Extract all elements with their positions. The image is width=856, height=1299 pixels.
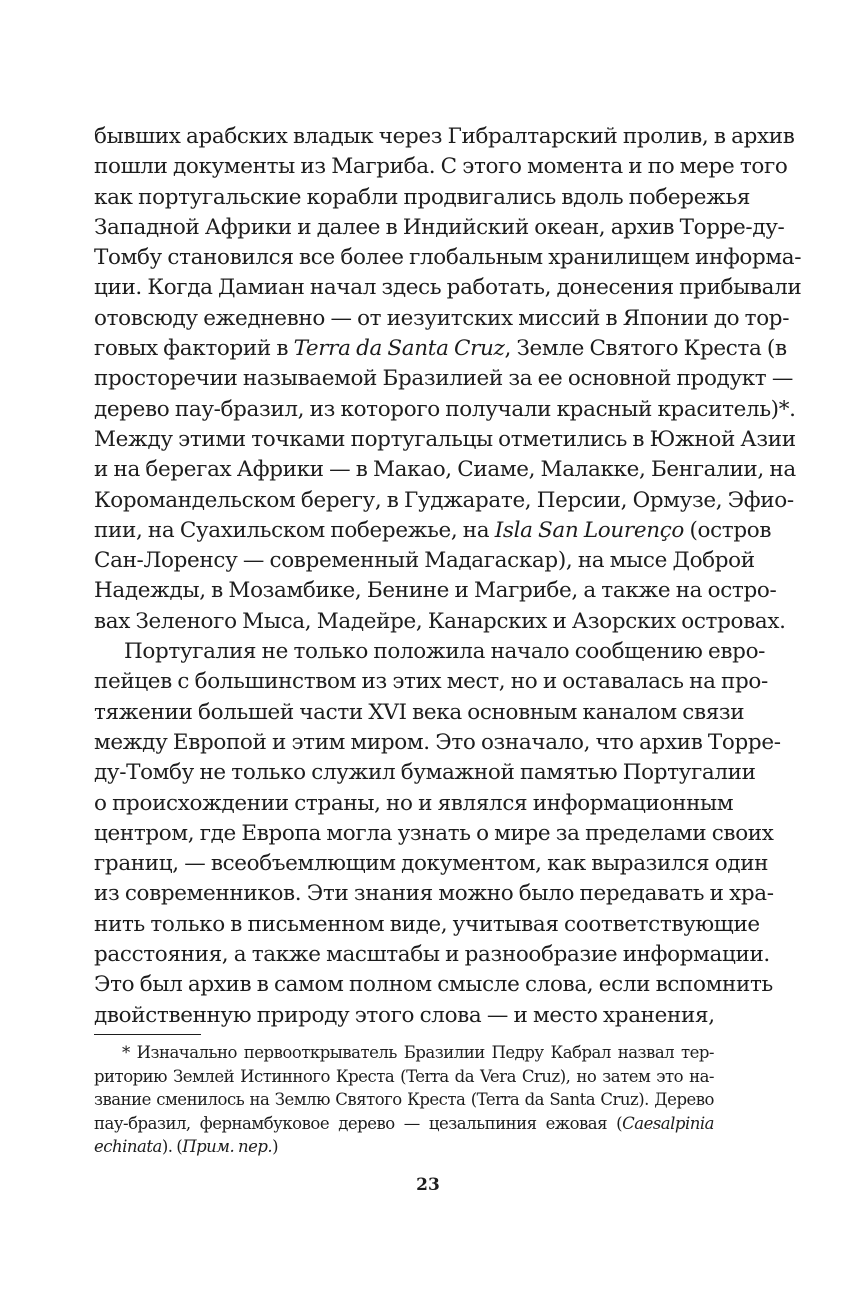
text-fragment: ). ( xyxy=(161,1137,183,1156)
text-line: центром, где Европа могла узнать о мире за пределами своих xyxy=(94,820,774,846)
text-line: и на берегах Африки — в Макао, Сиаме, Малакке, Бенгалии, на xyxy=(94,457,796,483)
text-line: Между этими точками португальцы отметились в Южной Азии xyxy=(94,426,796,452)
text-line: ду-Томбу не только служил бумажной памятью Португалии xyxy=(94,760,756,786)
paragraph-first-line: Португалия не только положила начало сообщению евро- xyxy=(124,639,766,665)
text-line xyxy=(94,334,787,364)
text-line: Сан-Лоренсу — современный Мадагаскар), на мысе Доброй xyxy=(94,548,755,574)
text-line: Коромандельском берегу, в Гуджарате, Персии, Ормузе, Эфио- xyxy=(94,487,794,513)
text-line: двойственную природу этого слова — и место хранения, xyxy=(94,1002,715,1028)
footnote-line: звание сменилось на Землю Святого Креста (Terra da Santa Cruz). Дерево xyxy=(94,1090,714,1109)
italic-term: Caesalpinia xyxy=(622,1113,714,1133)
text-fragment: пии, на Суахильском побережье, на xyxy=(94,517,495,543)
footnote xyxy=(94,1041,714,1159)
text-line: из современников. Эти знания можно было передавать и хра- xyxy=(94,881,774,907)
footnote-line: * Изначально первооткрыватель Бразилии Педру Кабрал назвал тер- xyxy=(122,1043,714,1062)
text-line: о происхождении страны, но и являлся информационным xyxy=(94,790,734,816)
main-text xyxy=(94,122,802,1031)
text-fragment: говых факторий в xyxy=(94,336,294,362)
footnote-line xyxy=(94,1112,714,1136)
italic-term: Isla San Lourenço xyxy=(494,517,684,543)
text-line: Западной Африки и далее в Индийский океан, архив Торре-ду- xyxy=(94,214,785,240)
text-line: как португальские корабли продвигались вдоль побережья xyxy=(94,184,751,210)
text-line: ции. Когда Дамиан начал здесь работать, донесения прибывали xyxy=(94,275,802,301)
text-line xyxy=(94,516,772,546)
footnote-line xyxy=(94,1135,714,1159)
text-line: расстояния, а также масштабы и разнообразие информации. xyxy=(94,942,770,968)
footnote-divider xyxy=(94,1034,201,1035)
text-fragment: (остров xyxy=(684,517,772,543)
text-line: пейцев с большинством из этих мест, но и оставалась на про- xyxy=(94,669,768,695)
text-line: вах Зеленого Мыса, Мадейре, Канарских и Азорских островах. xyxy=(94,608,786,634)
footnote-line: риторию Землей Истинного Креста (Terra da Vera Cruz), но затем это на- xyxy=(94,1066,714,1086)
text-line: просторечии называемой Бразилией за ее основной продукт — xyxy=(94,366,793,392)
text-line: дерево пау-бразил, из которого получали красный краситель)*. xyxy=(94,396,796,422)
text-line: бывших арабских владык через Гибралтарский пролив, в архив xyxy=(94,124,795,149)
text-line: Томбу становился все более глобальным хранилищем информа- xyxy=(94,245,802,271)
italic-term: echinata xyxy=(94,1137,162,1156)
translator-note: Прим. пер. xyxy=(182,1137,273,1156)
text-line: пошли документы из Магриба. С этого момента и по мере того xyxy=(94,154,788,180)
page-number: 23 xyxy=(416,1175,440,1195)
text-line: границ, — всеобъемлющим документом, как выразился один xyxy=(94,851,769,877)
text-line: нить только в письменном виде, учитывая соответствующие xyxy=(94,911,760,937)
italic-term: Terra da Santa Cruz xyxy=(293,336,505,362)
text-line: между Европой и этим миром. Это означало, что архив Торре- xyxy=(94,729,781,755)
text-fragment: ) xyxy=(272,1137,279,1156)
text-line: Надежды, в Мозамбике, Бенине и Магрибе, а также на остро- xyxy=(94,578,777,604)
text-line: отовсюду ежедневно — от иезуитских миссий в Японии до тор- xyxy=(94,305,790,331)
text-fragment: пау-бразил, фернамбуковое дерево — цезальпиния ежовая ( xyxy=(94,1113,623,1133)
text-line: Это был архив в самом полном смысле слова, если вспомнить xyxy=(94,972,773,998)
text-line: тяжении большей части XVI века основным каналом связи xyxy=(94,699,745,725)
text-fragment: , Земле Святого Креста (в xyxy=(504,336,787,362)
